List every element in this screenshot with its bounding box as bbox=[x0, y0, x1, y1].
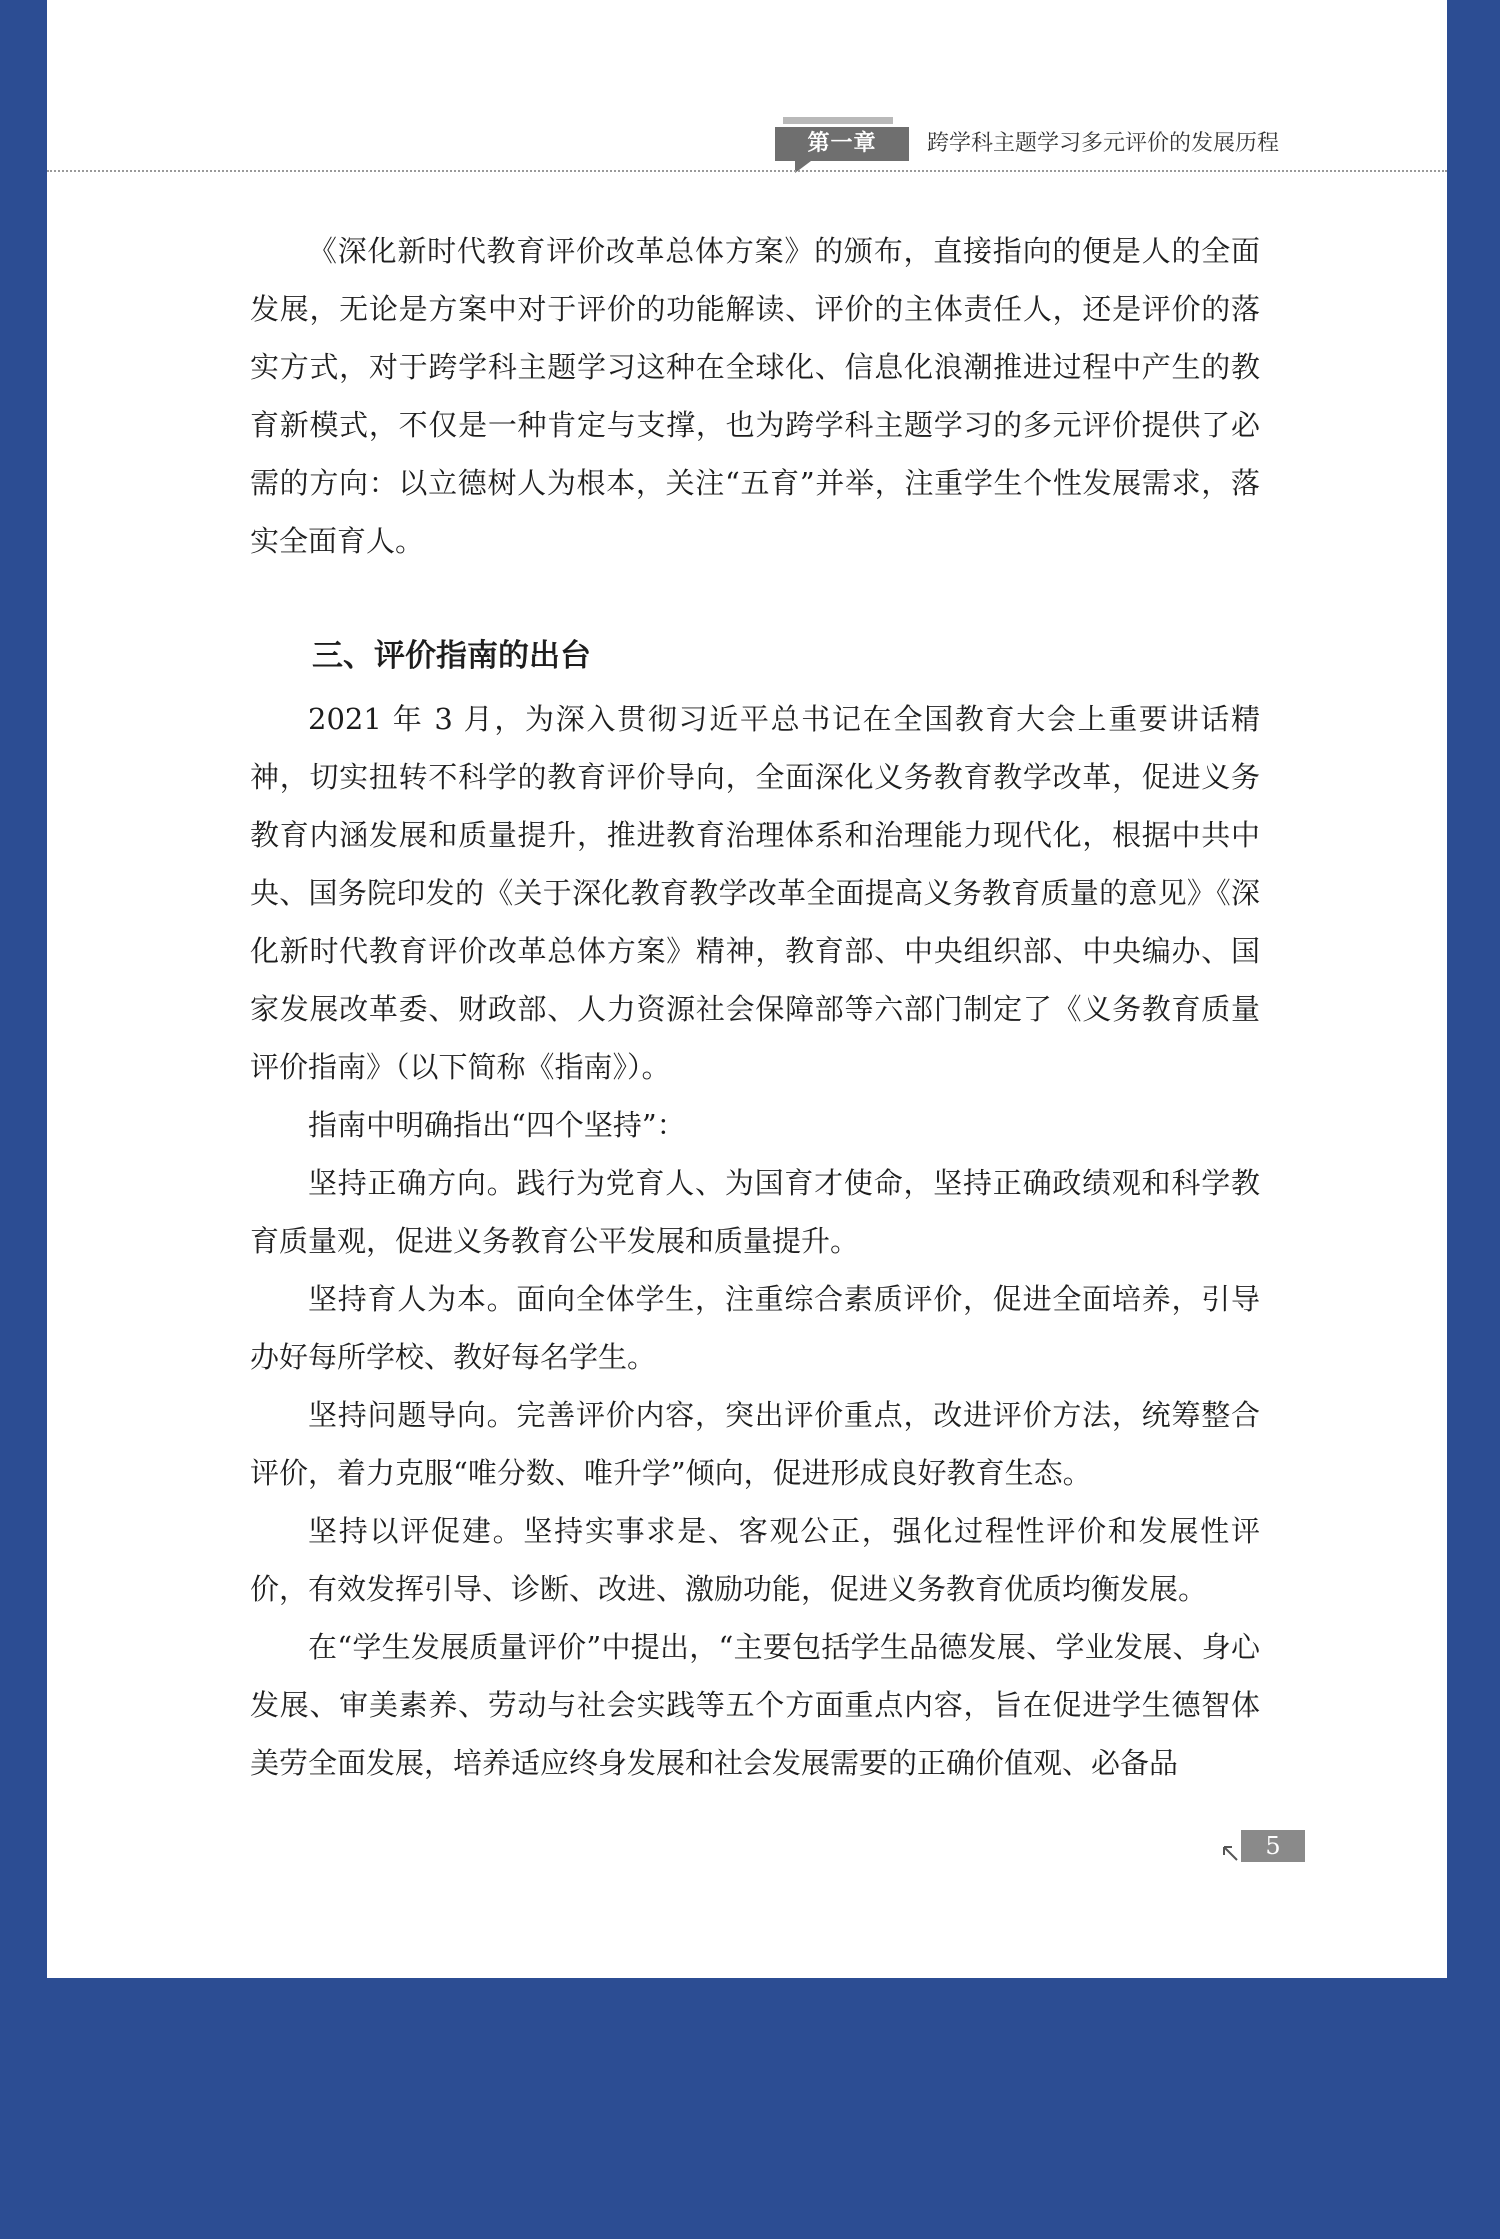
paragraph-principle-evaluation: 坚持以评促建。坚持实事求是、客观公正，强化过程性评价和发展性评价，有效发挥引导、诊断、改进、激励功能，促进义务教育优质均衡发展。 bbox=[250, 1514, 1260, 1606]
running-header-title: 跨学科主题学习多元评价的发展历程 bbox=[927, 131, 1280, 156]
section-spacer bbox=[250, 570, 1260, 604]
header-divider bbox=[47, 170, 1447, 172]
arrow-up-left-icon bbox=[1221, 1844, 1239, 1862]
page-number-badge bbox=[1195, 1830, 1305, 1866]
page-number: 5 bbox=[1241, 1830, 1305, 1862]
section-heading: 三、评价指南的出台 bbox=[312, 638, 591, 674]
chapter-tab-top-bar bbox=[783, 117, 893, 124]
paragraph-principle-direction: 坚持正确方向。践行为党育人、为国育才使命，坚持正确政绩观和科学教育质量观，促进义务教育公平发展和质量提升。 bbox=[250, 1166, 1260, 1258]
intro-paragraph: 《深化新时代教育评价改革总体方案》的颁布，直接指向的便是人的全面发展，无论是方案中对于评价的功能解读、评价的主体责任人，还是评价的落实方式，对于跨学科主题学习这种在全球化、信息化浪潮推进过程中产生的教育新模式，不仅是一种肯定与支撑，也为跨学科主题学习的多元评价提供了必需的方向：以立德树人为根本，关注“五育”并举，注重学生个性发展需求，落实全面育人。 bbox=[250, 234, 1260, 558]
paragraph-background: 2021 年 3 月，为深入贯彻习近平总书记在全国教育大会上重要讲话精神，切实扭转不科学的教育评价导向，全面深化义务教育教学改革，促进义务教育内涵发展和质量提升，推进教育治理体系和治理能力现代化，根据中共中央、国务院印发的《关于深化教育教学改革全面提高义务教育质量的意见》《深化新时代教育评价改革总体方案》精神，教育部、中央组织部、中央编办、国家发展改革委、财政部、人力资源社会保障部等六部门制定了《义务教育质量评价指南》（以下简称《指南》）。 bbox=[250, 702, 1260, 1084]
page-body bbox=[250, 222, 1260, 1792]
paragraph-principle-problem: 坚持问题导向。完善评价内容，突出评价重点，改进评价方法，统筹整合评价，着力克服“唯分数、唯升学”倾向，促进形成良好教育生态。 bbox=[250, 1398, 1260, 1490]
chapter-label: 第一章 bbox=[775, 127, 909, 161]
paragraph-principle-people: 坚持育人为本。面向全体学生，注重综合素质评价，促进全面培养，引导办好每所学校、教好每名学生。 bbox=[250, 1282, 1260, 1374]
page-header bbox=[47, 0, 1447, 172]
chapter-tab bbox=[775, 117, 909, 171]
paragraph-student-quality: 在“学生发展质量评价”中提出，“主要包括学生品德发展、学业发展、身心发展、审美素养、劳动与社会实践等五个方面重点内容，旨在促进学生德智体美劳全面发展，培养适应终身发展和社会发展需要的正确价值观、必备品 bbox=[250, 1630, 1260, 1780]
paragraph-four-principles-intro: 指南中明确指出“四个坚持”： bbox=[308, 1108, 686, 1142]
book-page bbox=[47, 0, 1447, 1978]
